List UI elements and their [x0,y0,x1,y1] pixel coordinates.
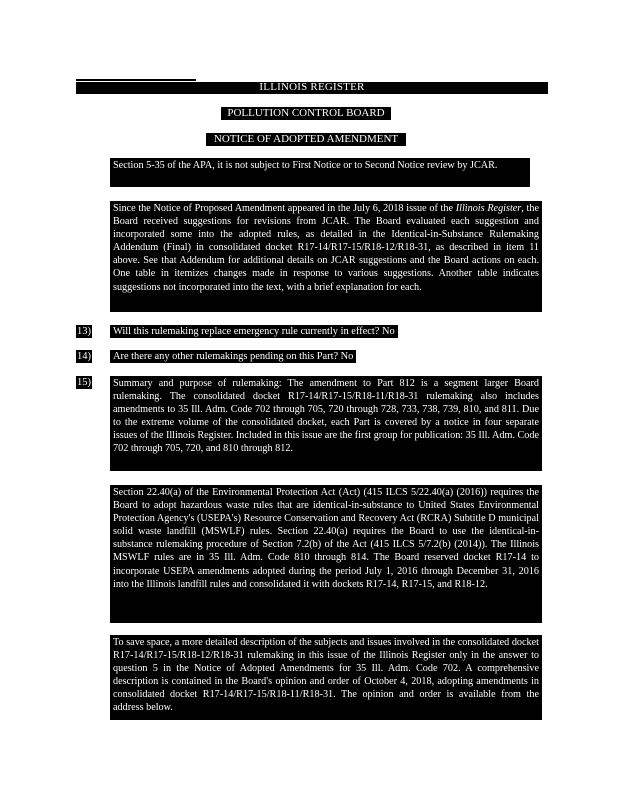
item-number-13: 13) [77,326,91,337]
item-number-15: 15) [77,377,91,388]
paragraph-section-5-35: Section 5-35 of the APA, it is not subject to First Notice or to Second Notice review by JCAR. [110,158,530,187]
notice-title: NOTICE OF ADOPTED AMENDMENT [206,133,406,146]
register-title: ILLINOIS REGISTER [259,81,365,93]
item-text-14: Are there any other rulemakings pending on this Part? No [110,350,356,363]
item-text-13: Will this rulemaking replace emergency rule currently in effect? No [110,325,398,338]
item-number-14: 14) [77,351,91,362]
register-header-bar [76,82,548,94]
p2-text-1: Since the Notice of Proposed Amendment appeared in the July 6, 2018 issue of the [113,203,456,214]
paragraph-to-save-space: To save space, a more detailed description of the subjects and issues involved in the consolidated docket R17-14/R17-15/R18-12/R18-31 rulemaking in this issue of the Illinois Register only in the answer to question 5 in the Notice of Adopted Amendments for 35 Ill. Adm. Code 702. A comprehensive description is contained in the Board's opinion and order of October 4, 2018, adopting amendments in consolidated docket R17-14/R17-15/R18-11/R18-31. The opinion and order is available from the address below. [110,635,542,720]
item-text-15: Summary and purpose of rulemaking: The amendment to Part 812 is a segment larger Board rulemaking. The consolidated docket R17-14/R17-15/R18-11/R18-31 rulemaking also includes amendments to 35 Ill. Adm. Code 702 through 705, 720 through 728, 733, 738, 739, 810, and 811. Due to the extreme volume of the consolidated docket, each Part is covered by a notice in four separate issues of the Illinois Register. Included in this issue are the first group for publication: 35 Ill. Adm. Code 702 through 705, 720, and 810 through 812. [110,376,542,471]
p2-text-2: , the Board received suggestions for revisions from JCAR. The Board evaluated each suggestion and incorporated some into the adopted rules, as detailed in the Identical-in-Substance Rulemaking Addendum (Final) in consolidated docket R17-14/R17-15/R18-12/R18-31, as described in item 11 above. See that Addendum for additional details on JCAR suggestions and the Board actions on each. One table in itemizes changes made in response to various suggestions. Another table indicates suggestions not incorporated into the text, with a brief explanation for each. [113,203,539,293]
board-title: POLLUTION CONTROL BOARD [221,107,391,120]
paragraph-jcar-suggestions [110,201,542,312]
p2-italic-register: Illinois Register [455,203,522,214]
paragraph-section-22-40: Section 22.40(a) of the Environmental Protection Act (Act) (415 ILCS 5/22.40(a) (2016)) requires the Board to adopt hazardous waste rules that are identical-in-substance to United States Environmental Protection Agency's (USEPA's) Resource Conservation and Recovery Act (RCRA) Subtitle D municipal solid waste landfill (MSWLF) rules. Section 22.40(a) requires the Board to use the identical-in-substance rulemaking procedure of Section 7.2(b) of the Act (415 ILCS 5/7.2(b) (2014)). The Illinois MSWLF rules are in 35 Ill. Adm. Code 810 through 814. The Board reserved docket R17-14 to incorporate USEPA amendments adopted during the period July 1, 2016 through December 31, 2016 into the Illinois landfill rules and consolidated it with dockets R17-14, R17-15, and R18-12. [110,485,542,623]
